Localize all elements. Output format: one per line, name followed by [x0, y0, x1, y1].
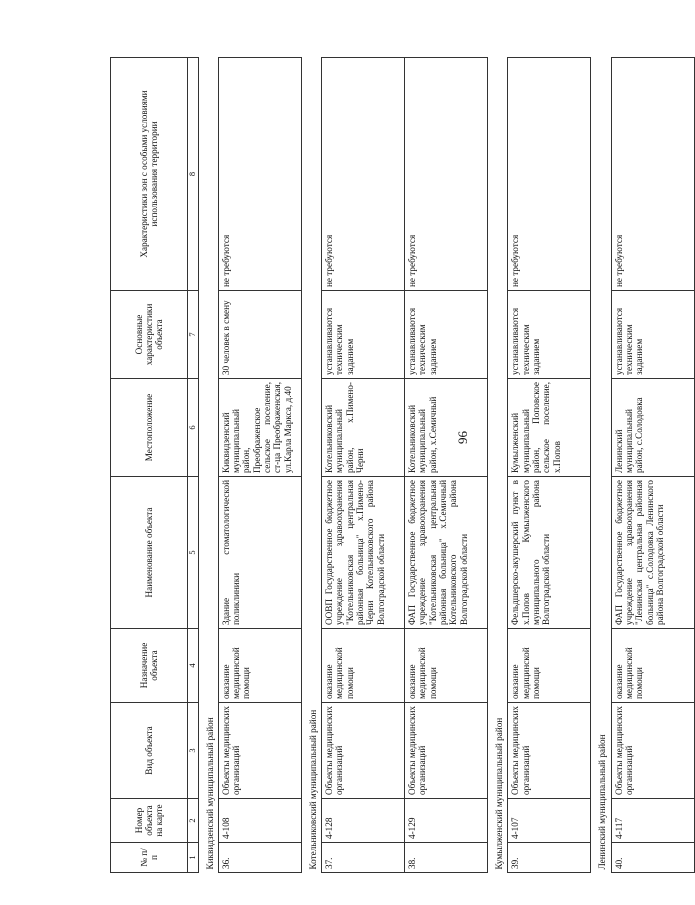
header-cell: Характеристики зон с особыми условиями использования территории	[111, 58, 188, 291]
district-row	[198, 58, 218, 873]
header-cell: Основные характеристики объекта	[111, 291, 188, 379]
object-characteristics: устанавливаются техническим заданием	[405, 291, 488, 379]
zone-characteristics: не требуются	[405, 58, 488, 291]
object-name: ФАП Государственное бюджетное учреждение здравоохранения "Котельниковская центральная районная больница" х.Семичный Котельниковского района Волгоградской области	[405, 477, 488, 629]
row-number: 40.	[611, 843, 694, 873]
object-characteristics: 30 человек в смену	[218, 291, 301, 379]
district-row	[301, 58, 321, 873]
header-cell: Наименование объекта	[111, 477, 188, 629]
map-number: 4-128	[322, 799, 405, 843]
object-location: Котельниковский муниципальный район, х.Пимено-Черни	[322, 379, 405, 477]
row-number: 37.	[322, 843, 405, 873]
zone-characteristics: не требуются	[611, 58, 694, 291]
object-name: Здание стоматологической поликлиники	[218, 477, 301, 629]
column-number: 7	[188, 291, 199, 379]
district-heading: Котельниковский муниципальный район	[301, 58, 321, 873]
header-row	[111, 58, 188, 873]
table-row	[218, 58, 301, 873]
object-type: Объекты медицинских организаций	[405, 703, 488, 799]
zone-characteristics: не требуются	[218, 58, 301, 291]
object-type: Объекты медицинских организаций	[322, 703, 405, 799]
district-heading: Ленинский муниципальный район	[591, 58, 611, 873]
object-purpose: оказание медицинской помощи	[405, 629, 488, 703]
column-number: 8	[188, 58, 199, 291]
district-heading: Киквидзенский муниципальный район	[198, 58, 218, 873]
zone-characteristics: не требуются	[508, 58, 591, 291]
column-number: 6	[188, 379, 199, 477]
object-type: Объекты медицинских организаций	[611, 703, 694, 799]
object-name: Фельдшерско-акушерский пункт в х.Попов Кумылженского муниципального района Волгоградской области	[508, 477, 591, 629]
object-characteristics: устанавливаются техническим заданием	[611, 291, 694, 379]
object-type: Объекты медицинских организаций	[508, 703, 591, 799]
map-number: 4-108	[218, 799, 301, 843]
page-number: 96	[455, 431, 470, 444]
column-number: 4	[188, 629, 199, 703]
header-cell: Номер объекта на карте	[111, 799, 188, 843]
object-location: Киквидзенский муниципальный район, Преображенское сельское поселение, ст-ца Преображенская, ул.Карла Маркса, д.40	[218, 379, 301, 477]
object-name: ООВП Государственное бюджетное учреждение здравоохранения "Котельниковская центральная районная больница" х.Пимено-Черни Котельниковского района Волгоградской области	[322, 477, 405, 629]
object-location: Кумылженский муниципальный район, Поповское сельское поселение, х.Попов	[508, 379, 591, 477]
column-number: 2	[188, 799, 199, 843]
row-number: 38.	[405, 843, 488, 873]
column-number: 3	[188, 703, 199, 799]
header-cell: Назначение объекта	[111, 629, 188, 703]
map-number: 4-107	[508, 799, 591, 843]
zone-characteristics: не требуются	[322, 58, 405, 291]
object-name: ФАП Государственное бюджетное учреждение здравоохранения "Ленинская центральная районная больница" с.Солодовка Ленинского района Волгоградской области	[611, 477, 694, 629]
column-number: 5	[188, 477, 199, 629]
object-location: Ленинский муниципальный район, с.Солодовка	[611, 379, 694, 477]
row-number: 36.	[218, 843, 301, 873]
column-number-row	[188, 58, 199, 873]
district-heading: Кумылженский муниципальный район	[488, 58, 508, 873]
object-characteristics: устанавливаются техническим заданием	[508, 291, 591, 379]
rotated-page-content	[110, 58, 665, 873]
header-cell: Местоположение	[111, 379, 188, 477]
object-purpose: оказание медицинской помощи	[218, 629, 301, 703]
map-number: 4-117	[611, 799, 694, 843]
column-number: 1	[188, 843, 199, 873]
object-type: Объекты медицинских организаций	[218, 703, 301, 799]
table-row	[508, 58, 591, 873]
object-characteristics: устанавливаются техническим заданием	[322, 291, 405, 379]
object-location: Котельниковский муниципальный район, х.Семичный	[405, 379, 488, 477]
table-row	[405, 58, 488, 873]
object-purpose: оказание медицинской помощи	[322, 629, 405, 703]
district-row	[591, 58, 611, 873]
table-row	[611, 58, 694, 873]
object-purpose: оказание медицинской помощи	[611, 629, 694, 703]
object-purpose: оказание медицинской помощи	[508, 629, 591, 703]
header-cell: № п/п	[111, 843, 188, 873]
header-cell: Вид объекта	[111, 703, 188, 799]
map-number: 4-129	[405, 799, 488, 843]
row-number: 39.	[508, 843, 591, 873]
table-row	[322, 58, 405, 873]
district-row	[488, 58, 508, 873]
objects-table	[110, 57, 695, 873]
